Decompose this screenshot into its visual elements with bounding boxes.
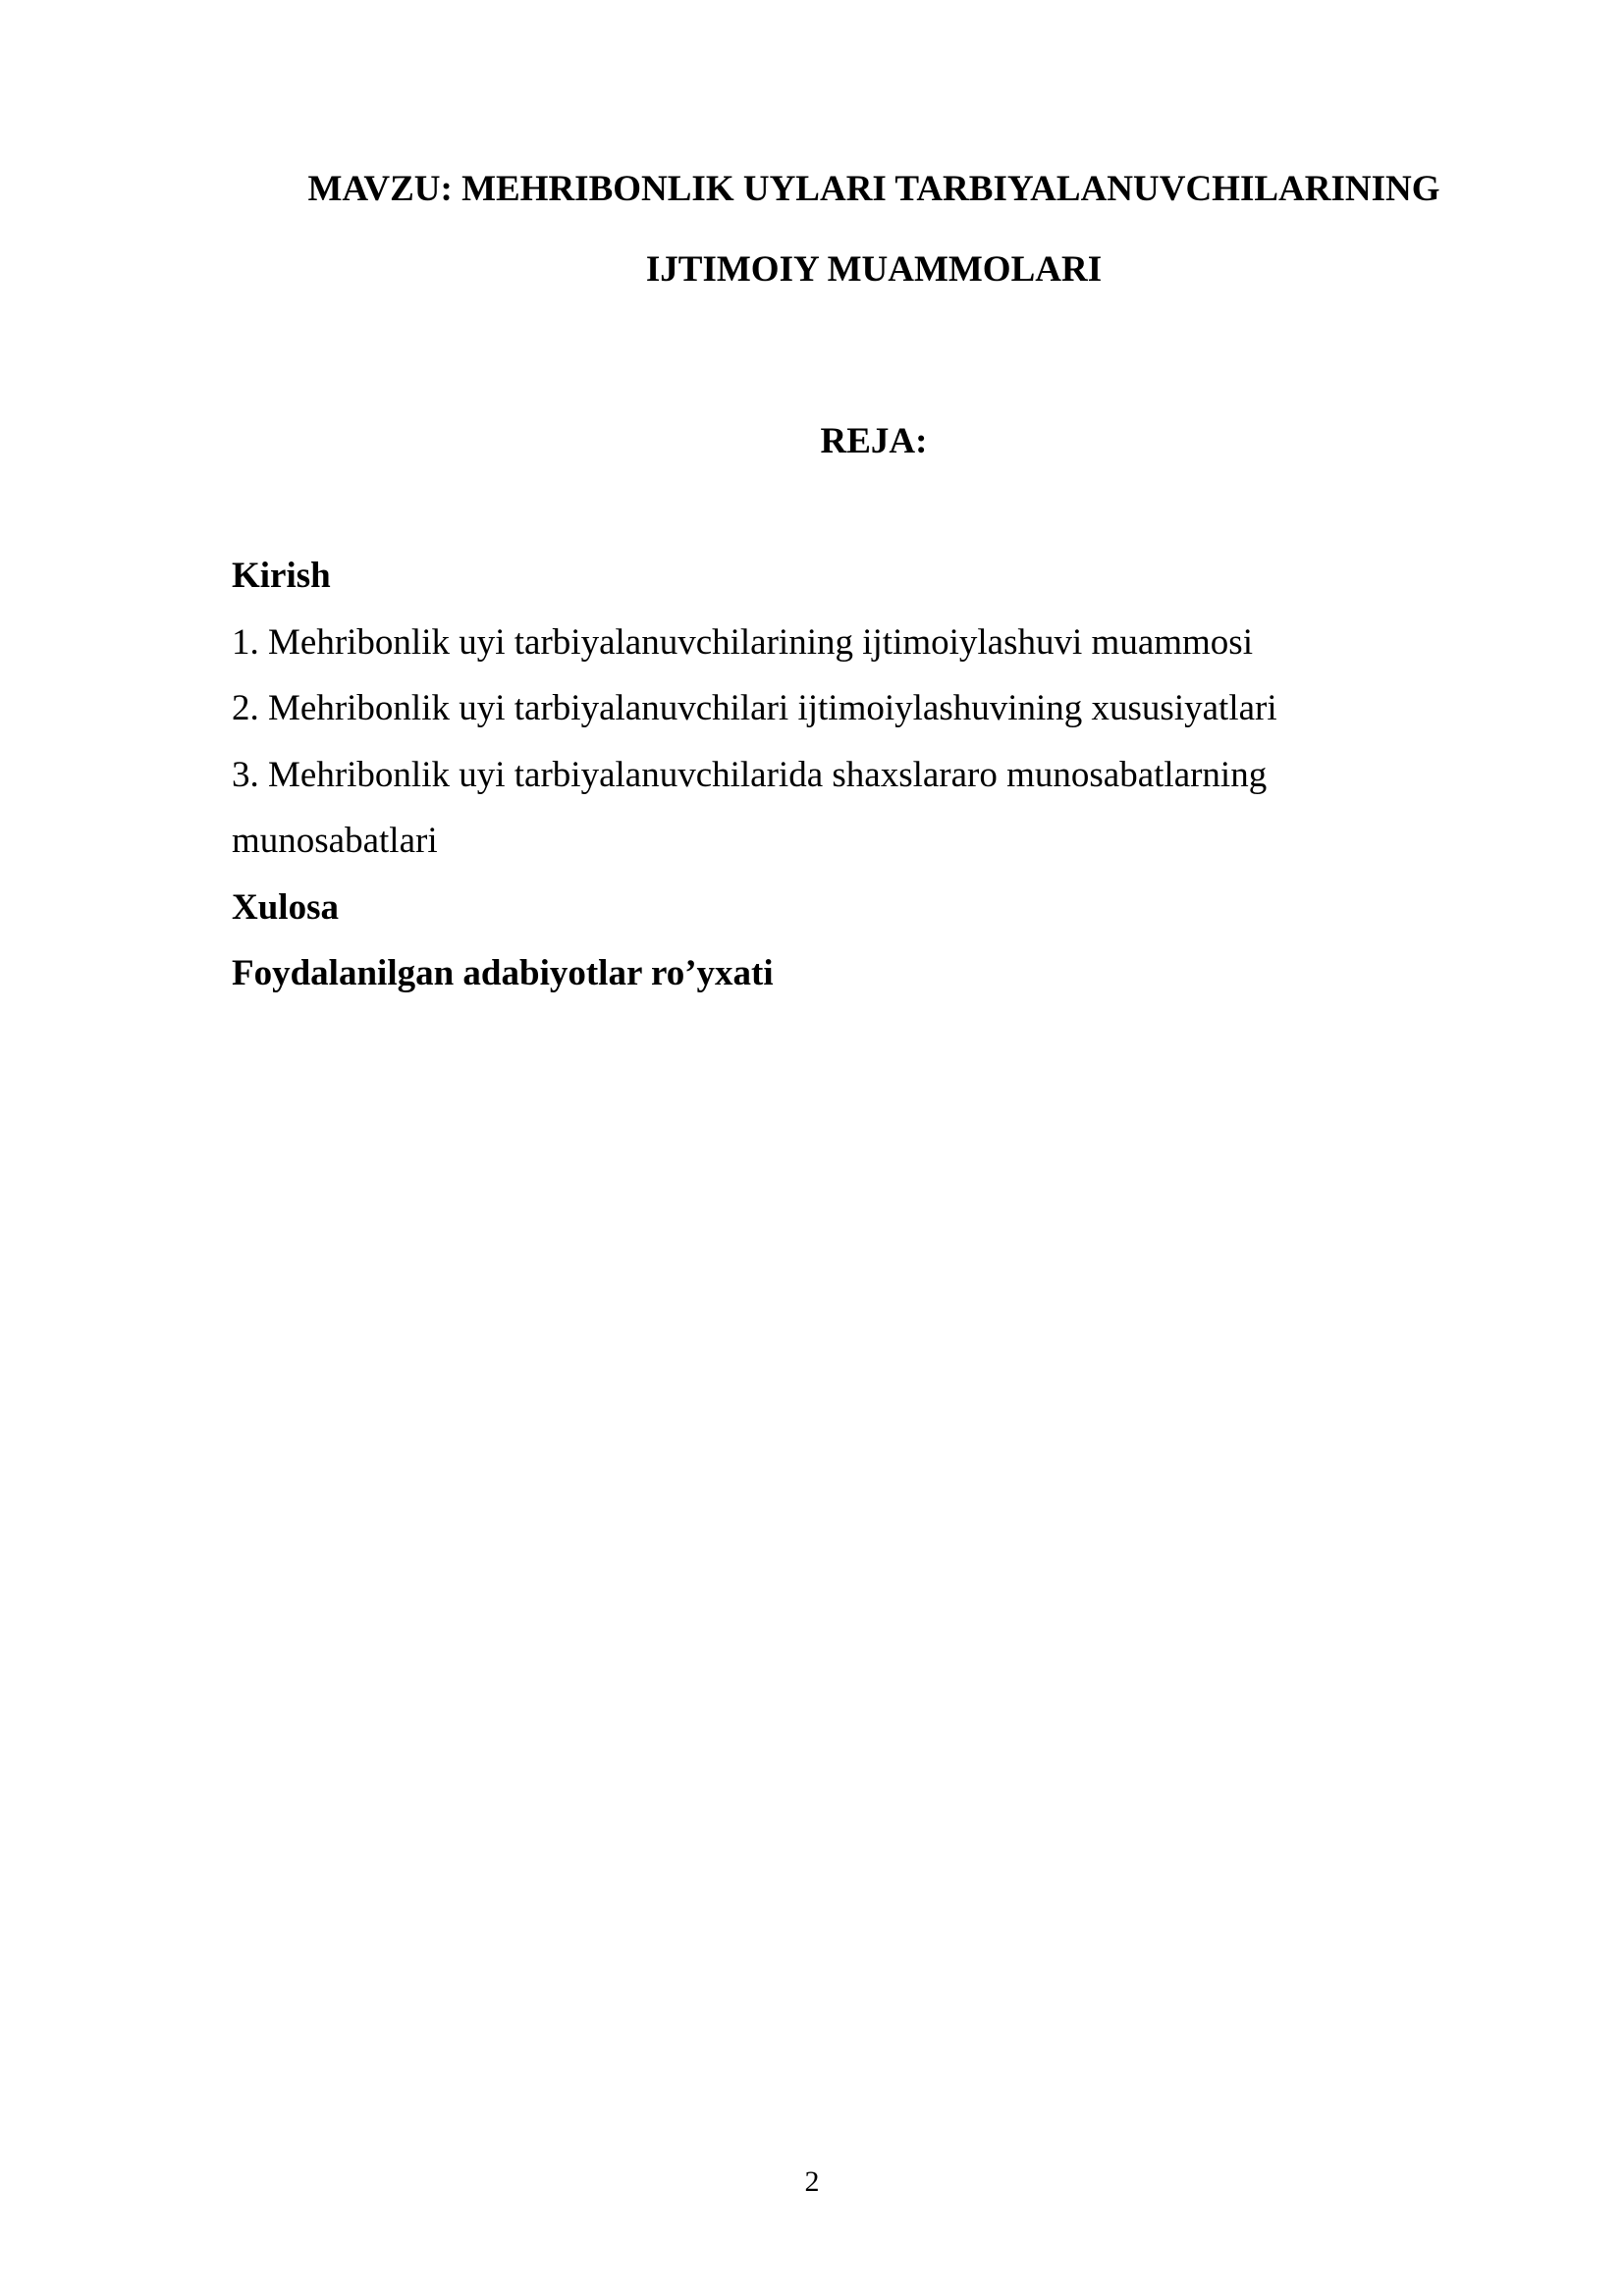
plan-item-references: Foydalanilgan adabiyotlar ro’yxati bbox=[232, 953, 774, 993]
page-number: 2 bbox=[804, 2165, 820, 2198]
plan-item-1: 1. Mehribonlik uyi tarbiyalanuvchilarining ijtimoiylashuvi muammosi bbox=[232, 621, 1253, 663]
document-title bbox=[226, 149, 1522, 310]
plan-item-3: 3. Mehribonlik uyi tarbiyalanuvchilarida shaxslararo munosabatlarning bbox=[232, 754, 1268, 795]
plan-item-introduction: Kirish bbox=[232, 556, 331, 596]
title-line-1: MAVZU: MEHRIBONLIK UYLARI TARBIYALANUVCHILARINING bbox=[307, 169, 1440, 209]
title-line-2: IJTIMOIY MUAMMOLARI bbox=[645, 249, 1103, 290]
plan-heading: REJA: bbox=[820, 421, 928, 461]
plan-list bbox=[232, 543, 1410, 1007]
plan-item-conclusion: Xulosa bbox=[232, 886, 339, 928]
plan-item-2: 2. Mehribonlik uyi tarbiyalanuvchilari ijtimoiylashuvining xususiyatlari bbox=[232, 688, 1277, 728]
plan-item-3-continuation: munosabatlari bbox=[232, 821, 438, 861]
